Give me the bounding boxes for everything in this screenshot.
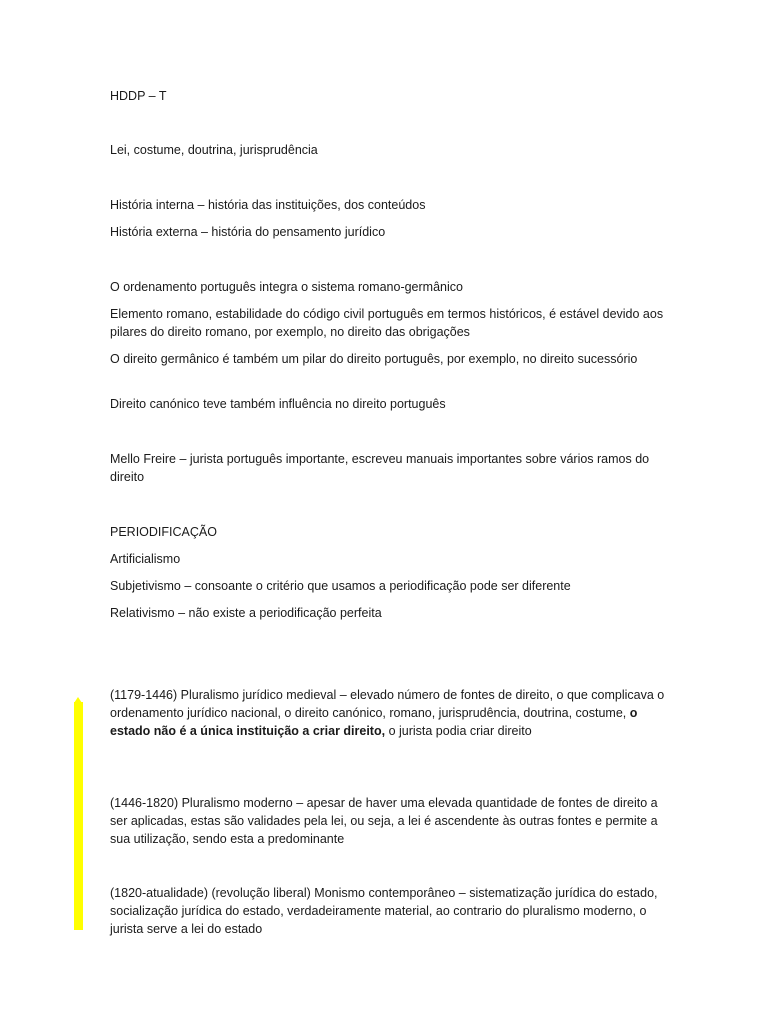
direito-germanico-paragraph: O direito germânico é também um pilar do direito português, por exemplo, no direito sucessório [110, 352, 638, 366]
periodificacao-heading: PERIODIFICAÇÃO [110, 525, 217, 539]
period-contemporaneo-paragraph: (1820-atualidade) (revolução liberal) Monismo contemporâneo – sistematização jurídica do estado, socialização jurídica do estado, verdadeiramente material, ao contrario do pluralismo moderno, o jurista serve a lei do estado [110, 886, 658, 936]
artificialismo-line: Artificialismo [110, 552, 181, 566]
history-external-line: História externa – história do pensamento jurídico [110, 225, 386, 239]
ordenamento-line: O ordenamento português integra o sistema romano-germânico [110, 280, 463, 294]
subjetivismo-line: Subjetivismo – consoante o critério que usamos a periodificação pode ser diferente [110, 579, 571, 593]
mello-freire-paragraph: Mello Freire – jurista português importante, escreveu manuais importantes sobre vários ramos do direito [110, 452, 650, 484]
relativismo-line: Relativismo – não existe a periodificação perfeita [110, 606, 382, 620]
document-header: HDDP – T [110, 89, 167, 103]
history-internal-line: História interna – história das instituições, dos conteúdos [110, 198, 426, 212]
sources-line: Lei, costume, doutrina, jurisprudência [110, 143, 318, 157]
elemento-romano-paragraph: Elemento romano, estabilidade do código civil português em termos históricos, é estável devido aos pilares do direito romano, por exemplo, no direito das obrigações [110, 307, 664, 339]
highlight-marker [74, 702, 83, 930]
period-medieval-text: (1179-1446) Pluralismo jurídico medieval – elevado número de fontes de direito, o que complicava o ordenamento jurídico nacional, o direito canónico, romano, jurisprudência, doutrina, costume, [110, 688, 665, 720]
period-medieval-paragraph [110, 686, 670, 740]
period-moderno-paragraph: (1446-1820) Pluralismo moderno – apesar de haver uma elevada quantidade de fontes de direito a ser aplicadas, estas são validades pela lei, ou seja, a lei é ascendente às outras fontes e permite a sua utilização, sendo esta a predominante [110, 796, 658, 846]
direito-canonico-line: Direito canónico teve também influência no direito português [110, 397, 446, 411]
period-medieval-bold-text: o estado não é a única instituição a criar direito, [110, 706, 638, 738]
period-medieval-text-end: o jurista podia criar direito [385, 724, 532, 738]
